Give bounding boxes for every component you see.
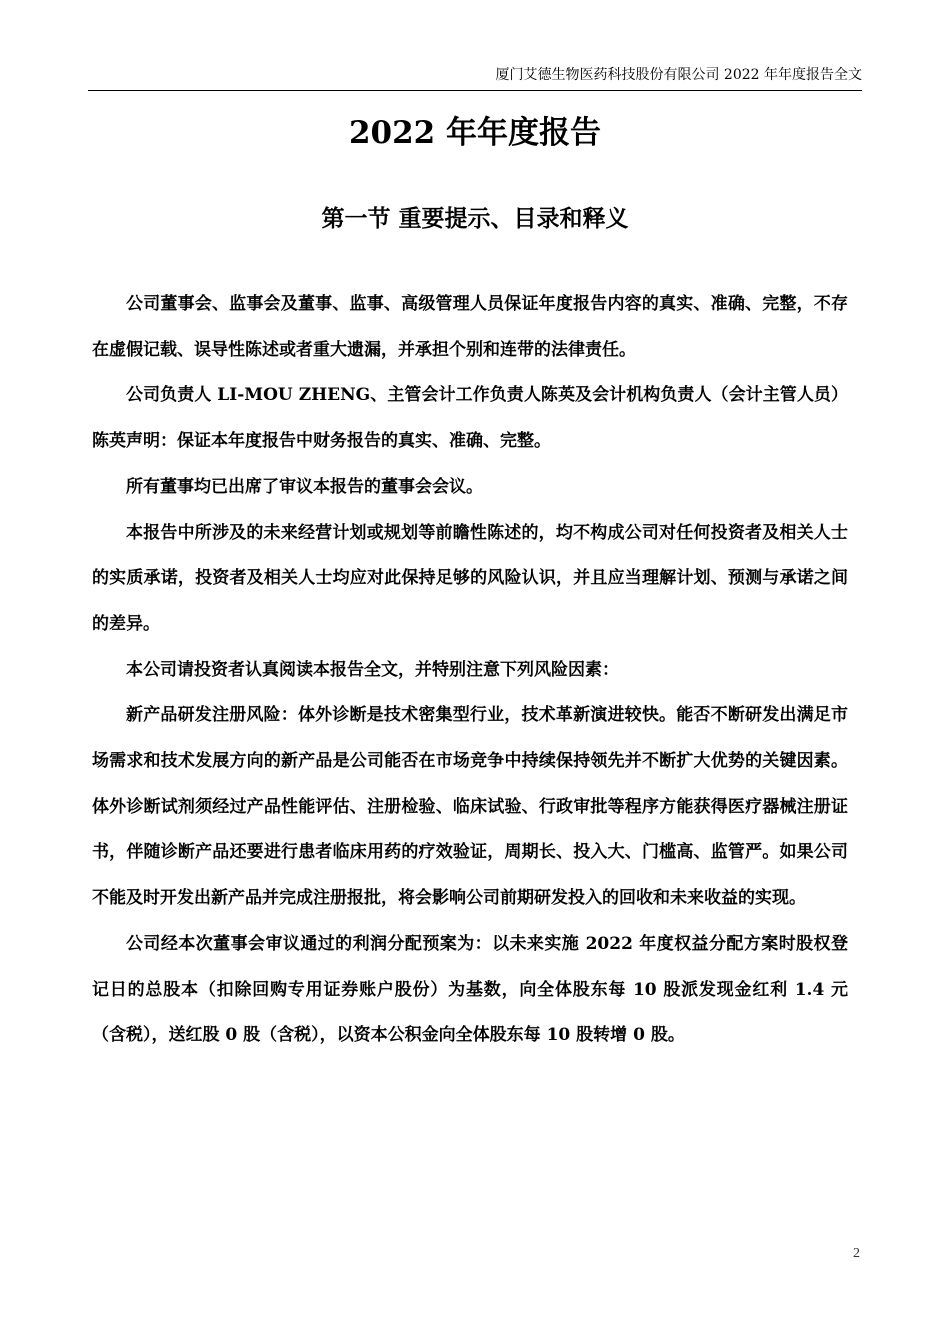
running-header: 厦门艾德生物医药科技股份有限公司 2022 年年度报告全文 xyxy=(88,64,862,91)
paragraph-board-guarantee: 公司董事会、监事会及董事、监事、高级管理人员保证年度报告内容的真实、准确、完整，不存在虚假记载、误导性陈述或者重大遗漏，并承担个别和连带的法律责任。 xyxy=(92,294,848,360)
paragraph-risk-notice: 本公司请投资者认真阅读本报告全文，并特别注意下列风险因素： xyxy=(126,659,619,680)
body-text xyxy=(92,282,848,1059)
paragraph-profit-distribution: 公司经本次董事会审议通过的利润分配预案为：以未来实施 2022 年度权益分配方案时股权登记日的总股本（扣除回购专用证券账户股份）为基数，向全体股东每 10 股派发现金红利 1.4 元（含税），送红股 0 股（含税），以资本公积金向全体股东每 10 股转增 0 股。 xyxy=(92,933,848,1046)
section-title: 第一节 重要提示、目录和释义 xyxy=(321,206,629,232)
paragraph-rd-registration-risk: 新产品研发注册风险：体外诊断是技术密集型行业，技术革新演进较快。能否不断研发出满足市场需求和技术发展方向的新产品是公司能否在市场竞争中持续保持领先并不断扩大优势的关键因素。体外诊断试剂须经过产品性能评估、注册检验、临床试验、行政审批等程序方能获得医疗器械注册证书，伴随诊断产品还要进行患者临床用药的疗效验证，周期长、投入大、门槛高、监管严。如果公司不能及时开发出新产品并完成注册报批，将会影响公司前期研发投入的回收和未来收益的实现。 xyxy=(92,705,848,909)
paragraph-forward-looking-statement: 本报告中所涉及的未来经营计划或规划等前瞻性陈述的，均不构成公司对任何投资者及相关人士的实质承诺，投资者及相关人士均应对此保持足够的风险认识，并且应当理解计划、预测与承诺之间的差异。 xyxy=(92,522,848,634)
paragraph-director-attendance: 所有董事均已出席了审议本报告的董事会会议。 xyxy=(126,476,483,497)
page-number: 2 xyxy=(853,1246,860,1261)
paragraph-financial-statement-declaration: 公司负责人 LI-MOU ZHENG、主管会计工作负责人陈英及会计机构负责人（会计主管人员）陈英声明：保证本年度报告中财务报告的真实、准确、完整。 xyxy=(92,385,848,452)
report-title: 2022 年年度报告 xyxy=(348,115,602,151)
